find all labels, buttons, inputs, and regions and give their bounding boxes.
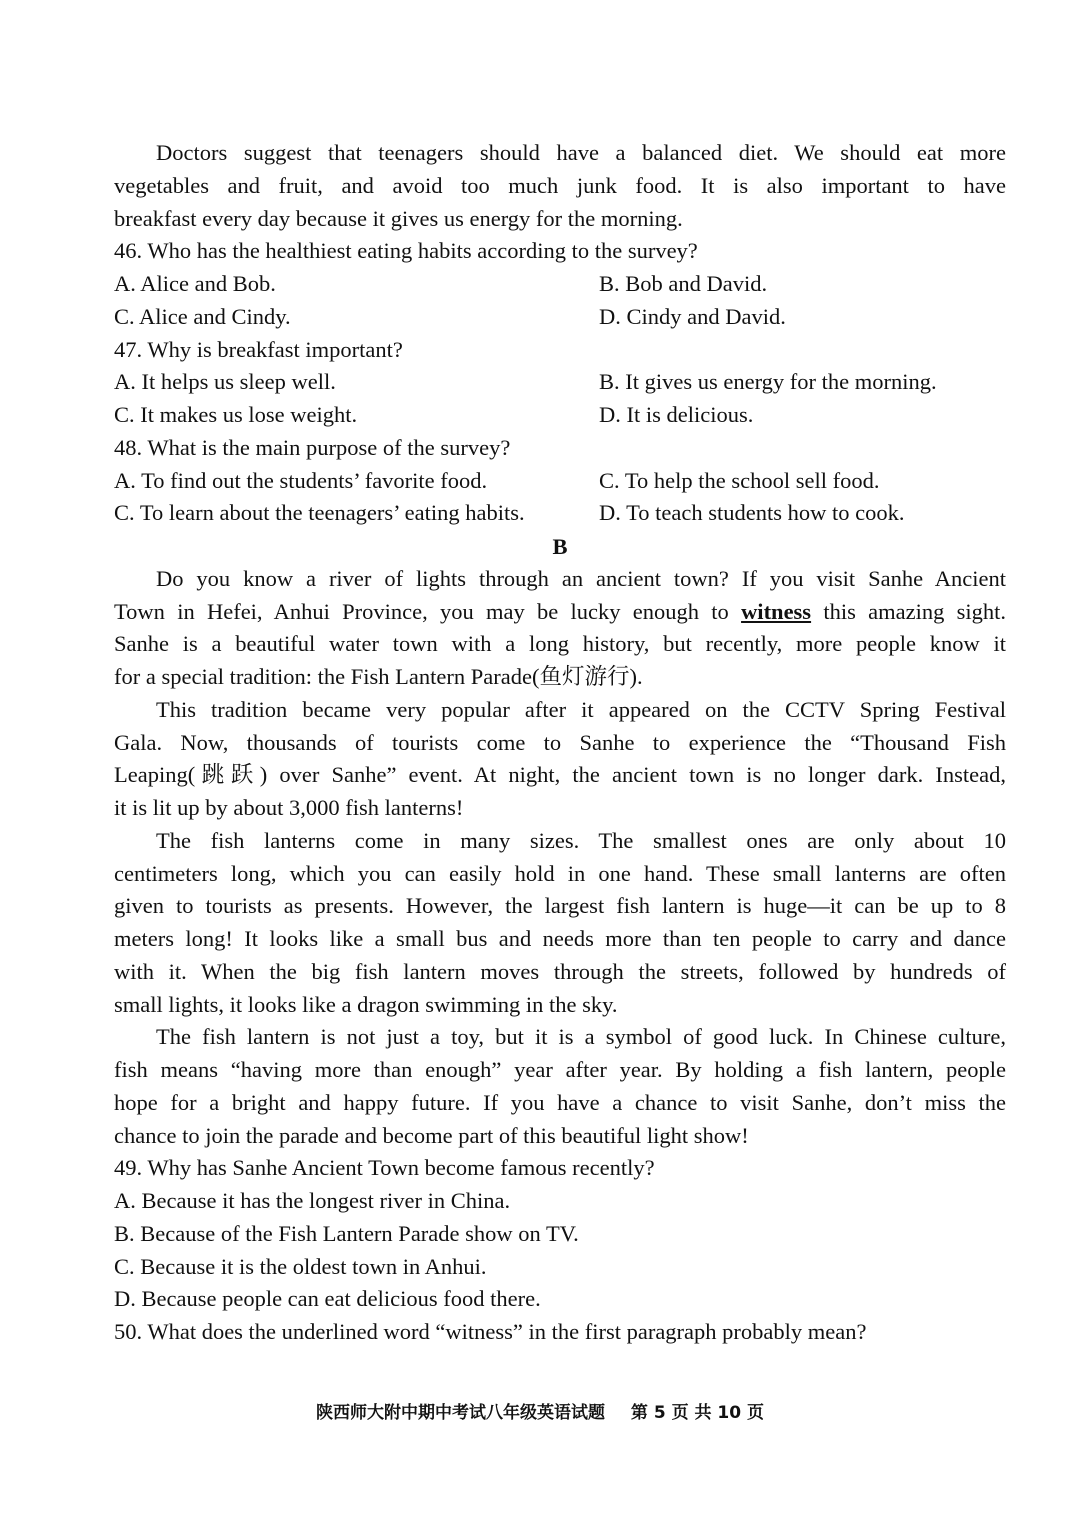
answer-option: A. It helps us sleep well. <box>114 369 336 395</box>
text-segment: Town in Hefei, Anhui Province, you may be lucky enough to <box>114 598 742 624</box>
paragraph-line: The fish lanterns come in many sizes. The smallest ones are only about 10 <box>156 827 1006 853</box>
answer-option: A. To find out the students’ favorite food. <box>114 467 488 493</box>
paragraph-line: vegetables and fruit, and avoid too much junk food. It is also important to have <box>114 172 1006 198</box>
question-line: 50. What does the underlined word “witness” in the first paragraph probably mean? <box>114 1319 867 1344</box>
question-line: C. Because it is the oldest town in Anhui. <box>114 1253 487 1279</box>
answer-option: C. It makes us lose weight. <box>114 402 358 427</box>
question-line: 46. Who has the healthiest eating habits according to the survey? <box>114 238 698 264</box>
question-line: A. Because it has the longest river in China. <box>114 1188 511 1213</box>
question-line: D. Because people can eat delicious food there. <box>114 1286 541 1312</box>
question-line: 47. Why is breakfast important? <box>114 336 403 362</box>
page-footer <box>0 1398 1080 1423</box>
paragraph-line: This tradition became very popular after it appeared on the CCTV Spring Festival <box>156 696 1006 722</box>
section-heading: B <box>552 534 568 559</box>
paragraph-line: Leaping(跳跃) over Sanhe” event. At night, the ancient town is no longer dark. Instead, <box>114 762 1006 788</box>
paragraph-line: given to tourists as presents. However, the largest fish lantern is huge—it can be up to 8 <box>114 893 1006 919</box>
paragraph-line: Sanhe is a beautiful water town with a long history, but recently, more people know it <box>114 631 1006 657</box>
answer-option: C. To learn about the teenagers’ eating habits. <box>114 500 525 526</box>
answer-option: B. It gives us energy for the morning. <box>599 369 937 395</box>
question-line: 49. Why has Sanhe Ancient Town become famous recently? <box>114 1155 655 1181</box>
paragraph-line: The fish lantern is not just a toy, but it is a symbol of good luck. In Chinese culture, <box>156 1024 1006 1050</box>
answer-option: D. To teach students how to cook. <box>599 500 905 526</box>
paragraph-line: small lights, it looks like a dragon swimming in the sky. <box>114 991 618 1017</box>
paragraph-line: meters long! It looks like a small bus and needs more than ten people to carry and dance <box>114 926 1006 951</box>
answer-option: B. Bob and David. <box>599 271 768 296</box>
paragraph-line <box>114 597 1006 627</box>
answer-option: C. Alice and Cindy. <box>114 303 291 329</box>
underlined-word: witness <box>741 598 812 624</box>
question-line: B. Because of the Fish Lantern Parade show on TV. <box>114 1220 579 1246</box>
paragraph-line: with it. When the big fish lantern moves through the streets, followed by hundreds of <box>114 958 1006 984</box>
page-number: 第 5 页 共 10 页 <box>630 1403 764 1423</box>
answer-option: D. Cindy and David. <box>599 303 786 329</box>
paragraph-line: centimeters long, which you can easily hold in one hand. These small lanterns are often <box>114 860 1006 886</box>
paragraph-line: Do you know a river of lights through an ancient town? If you visit Sanhe Ancient <box>156 565 1006 591</box>
paragraph-line: hope for a bright and happy future. If you have a chance to visit Sanhe, don’t miss the <box>114 1089 1006 1115</box>
paragraph-line: breakfast every day because it gives us energy for the morning. <box>114 205 683 231</box>
paragraph-line: it is lit up by about 3,000 fish lanterns! <box>114 795 464 820</box>
text-segment: this amazing sight. <box>811 598 1006 624</box>
paragraph-line: Gala. Now, thousands of tourists come to Sanhe to experience the “Thousand Fish <box>114 729 1006 755</box>
paragraph-line: fish means “having more than enough” year after year. By holding a fish lantern, people <box>114 1057 1006 1082</box>
answer-option: A. Alice and Bob. <box>114 271 276 296</box>
paragraph-line: Doctors suggest that teenagers should have a balanced diet. We should eat more <box>156 140 1006 165</box>
question-line: 48. What is the main purpose of the survey? <box>114 434 511 460</box>
paragraph-line: chance to join the parade and become part of this beautiful light show! <box>114 1122 749 1148</box>
paragraph-line: for a special tradition: the Fish Lantern Parade(鱼灯游行). <box>114 664 643 689</box>
exam-title: 陕西师大附中期中考试八年级英语试题 <box>316 1403 605 1423</box>
answer-option: D. It is delicious. <box>599 402 754 427</box>
answer-option: C. To help the school sell food. <box>599 467 880 493</box>
